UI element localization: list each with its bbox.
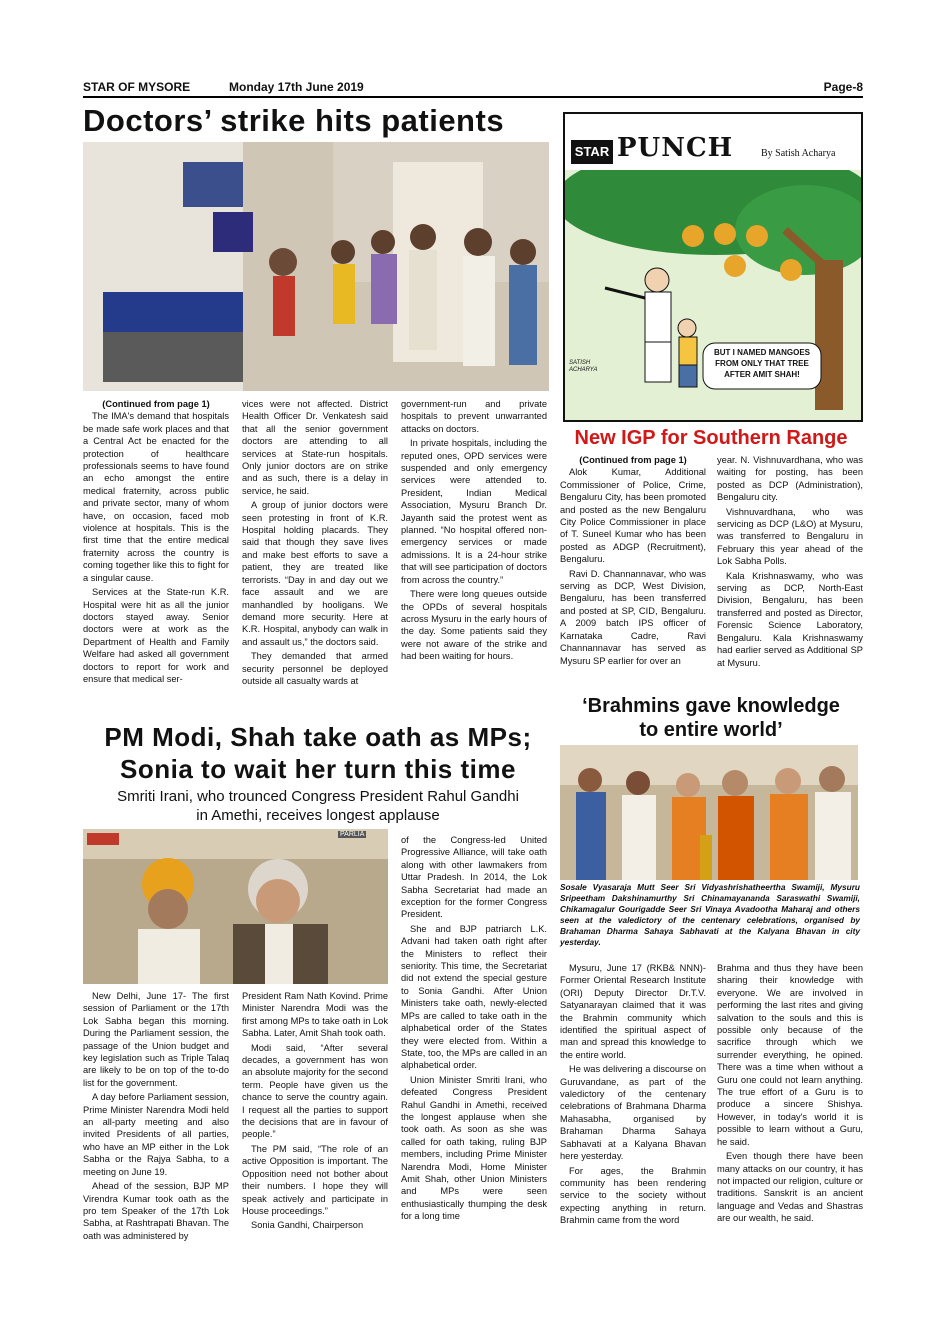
modi-column-2: [242, 990, 388, 1234]
cartoon-brand-star: STAR: [571, 140, 613, 164]
paragraph: The IMA's demand that hospitals be made safe work places and that a Central Act be enacted for the protection of healthcare professionals seems to have found an echo amongst the entire medical fraternity, across public and private sector, many of whom have, on occasion, faced mob violence at hospitals. This is the first time that the entire medical fraternity across the country is coming together like this to fight for a singular cause.: [83, 411, 229, 583]
paragraph: Union Minister Smriti Irani, who defeated Congress President Rahul Gandhi in Amethi, received the longest applause when she took oath. As soon as she was called for oath taking, ruling BJP members, including Prime Minister Narendra Modi, Home Minister Amit Shah, other Union Ministers and MPs were seen enthusiastically thumping the desk for a long time: [401, 1074, 547, 1222]
doctors-column-3: [401, 398, 547, 665]
ceremony-photo-illustration: [560, 745, 858, 880]
paragraph: Brahma and thus they have been sharing their knowledge with everyone. We are involved in performing the last rites and giving salvation to the souls and this is possible only because of the sacrifice through which we surrender everything, he opined. There was a time when without a Guru one could not learn anything. The true effort of a Guru is to produce a sincere Shishya. However, in today's world it is possible to learn without a Guru, he said.: [717, 963, 863, 1147]
paragraph: Ravi D. Channannavar, who was serving as DCP, West Division, Bengaluru, has been transferred and posted at SP, CID, Bengaluru. A 2009 batch IPS officer of Karnataka Cadre, Ravi Channannavar has served as Mysuru SP earlier for over an: [560, 568, 706, 666]
doctors-column-1: [83, 398, 229, 687]
modi-column-1: [83, 990, 229, 1244]
paragraph: Ahead of the session, BJP MP Virendra Kumar took oath as the pro tem Speaker of the 17th Lok Sabha, at Rashtrapati Bhavan. The oath was administered by: [83, 1181, 229, 1241]
paper-name: STAR OF MYSORE: [83, 80, 191, 94]
paragraph: Vishnuvardhana, who was servicing as DCP (L&O) at Mysuru, was transferred to Bengaluru in February this year ahead of the Lok Sabha Polls.: [717, 506, 863, 567]
igp-column-1: [560, 454, 706, 669]
page-number: Page-8: [823, 80, 863, 94]
modi-headline-line-2: Sonia to wait her turn this time: [120, 754, 516, 784]
continued-note: (Continued from page 1): [102, 399, 210, 409]
paragraph: A day before Parliament session, Prime Minister Narendra Modi held an all-party meeting and also invited Presidents of all parties, who have an MP either in the Lok Sabha or the Rajya Sabha, to a meeting on June 19.: [83, 1092, 229, 1177]
brahmins-column-1: [560, 962, 706, 1229]
cartoon-signature: SATISH ACHARYA: [569, 360, 598, 373]
igp-column-2: [717, 454, 863, 671]
paragraph: Even though there have been many attacks on our country, it has not impacted our religion, culture or traditions. Sanskrit is an ancient language and Vedas and Shastras are our wealth, he said.: [717, 1151, 863, 1224]
masthead: [83, 78, 863, 98]
parliament-photo: [83, 829, 388, 984]
brahmins-headline-line-1: ‘Brahmins gave knowledge: [582, 695, 840, 717]
paragraph: There were long queues outside the OPDs of several hospitals across Mysuru in the early hours of the day. Some patients said they were not aware of the strike and had been waiting for hours.: [401, 589, 547, 662]
paragraph: year. N. Vishnuvardhana, who was waiting for posting, has been posted as DCP (Administration), Bengaluru city.: [717, 455, 863, 503]
paragraph: She and BJP patriarch L.K. Advani had taken oath right after the Ministers to reflect their seniority. This time, the Secretariat did not extend the special gesture to Sonia Gandhi. After Union Ministers take oath, newly-elected MPs are called to take oath in the alphabetical order of the States they were elected from. Within a State, too, the MPs are called in an alphabetical order.: [401, 923, 547, 1071]
paragraph: They demanded that armed security personnel be deployed outside all casualty wards at: [242, 651, 388, 686]
paragraph: A group of junior doctors were seen protesting in front of K.R. Hospital holding placards. They said that though they save lives and make best efforts to save a patient, they are treated like terrorists. “Day in and day out we face assault and we are manhandled by hooligans. We demand more security. Here at K.R. Hospital, anybody can walk in and assault us,” the doctors said.: [242, 500, 388, 647]
hospital-photo: [83, 142, 549, 391]
ceremony-photo: [560, 745, 858, 880]
paragraph: In private hospitals, including the reputed ones, OPD services were suspended and only emergency services were attended to. President, Indian Medical Association, Mysuru Branch Dr. Jayanth said the protest went as planned. “No hospital offered non-emergency services or made admissions. It is a 24-hour strike that will see participation of doctors from across the country.”: [401, 438, 547, 585]
ceremony-caption: Sosale Vyasaraja Mutt Seer Sri Vidyashrishatheertha Swamiji, Mysuru Sripeetham Dakshinamurthy Sri Chinamayananda Saraswathi Swamiji, Chikamagalur Gourigadde Seer Sri Vinaya Avadootha Maharaj and others seen at the valedictory of the centenary celebrations, organised by Brahaman Dharma Sahaya Sabhavati at the Kalyana Bhavan in city yesterday.: [560, 882, 860, 947]
brahmins-headline-line-2: to entire world’: [639, 719, 783, 741]
brahmins-column-2: [717, 962, 863, 1227]
cartoon-byline: By Satish Acharya: [761, 148, 836, 159]
paragraph: He was delivering a discourse on Guruvandane, as part of the valedictory of the centenary celebrations of Brahmana Dharma Mahasabha, organised by Brahaman Dharma Sahaya Sabhavati at a Kalyana Bhavan here yesterday.: [560, 1064, 706, 1162]
cartoon-illustration: [565, 170, 861, 420]
modi-column-3: [401, 834, 547, 1225]
modi-headline-line-1: PM Modi, Shah take oath as MPs;: [104, 722, 532, 752]
paragraph: government-run and private hospitals to prevent unwarranted attacks on doctors.: [401, 399, 547, 434]
paragraph: For ages, the Brahmin community has been rendering service to the society without expecting anything in return. Brahmin came from the word: [560, 1165, 706, 1226]
paragraph: Services at the State-run K.R. Hospital were hit as all the junior doctors stayed away. Senior doctors were at work as the Department of Health and Family Welfare had asked all government doctors to report for work and ensure that medical ser-: [83, 587, 229, 684]
tv-channel-label: PARLIA: [340, 831, 365, 838]
paragraph: of the Congress-led United Progressive Alliance, will take oath along with other lawmakers from Uttar Pradesh. In 2014, the Lok Sabha Secretariat had made an exception for the former Congress President.: [401, 835, 547, 920]
igp-headline: New IGP for Southern Range: [574, 427, 848, 449]
paragraph: Sonia Gandhi, Chairperson: [251, 1220, 364, 1231]
modi-subheadline-line-2: in Amethi, receives longest applause: [196, 807, 440, 824]
parliament-photo-illustration: [83, 829, 388, 984]
hospital-photo-illustration: [83, 142, 549, 391]
cartoon-brand-punch: PUNCH: [617, 133, 734, 163]
paragraph: Alok Kumar, Additional Commissioner of Police, Crime, Bengaluru City, has been promoted and posted as the new Bengaluru City Police Commissioner in place of T. Suneel Kumar who has been posted as ADGP (Recruitment), Bengaluru.: [560, 467, 706, 565]
cartoon-speech-bubble: BUT I NAMED MANGOES FROM ONLY THAT TREE AFTER AMIT SHAH!: [714, 348, 810, 379]
doctors-headline: Doctors’ strike hits patients: [83, 103, 505, 138]
paragraph: The PM said, “The role of an active Opposition is important. The Opposition need not bother about their numbers. I hope they will speak actively and participate in House proceedings.”: [242, 1143, 388, 1216]
modi-subheadline-line-1: Smriti Irani, who trounced Congress President Rahul Gandhi: [117, 788, 519, 805]
doctors-column-2: [242, 398, 388, 689]
issue-date: Monday 17th June 2019: [229, 80, 364, 94]
star-punch-cartoon: [563, 112, 863, 422]
paragraph: New Delhi, June 17- The first session of Parliament or the 17th Lok Sabha began this morning. During the Parliament session, the passage of the Union budget and key legislation such as Triple Talaq are likely to be on top of the to-do list for the government.: [83, 991, 229, 1088]
paragraph: Modi said, “After several decades, a government has won an absolute majority for the second term. People have given us the chance to serve the country again. I request all the parties to support the decisions that are in favour of people.”: [242, 1042, 388, 1140]
paragraph: vices were not affected. District Health Officer Dr. Venkatesh said that all the senior government doctors are attending to all services at State-run hospitals. Only junior doctors are on strike and as such, there is a delay in service, he said.: [242, 399, 388, 496]
paragraph: President Ram Nath Kovind. Prime Minister Narendra Modi was the first among MPs to take oath in Lok Sabha. Later, Amit Shah took oath.: [242, 991, 388, 1039]
paragraph: Kala Krishnaswamy, who was serving as DCP, North-East Division, Bengaluru, has been transferred and posted as Director, Forensic Science Laboratory, Bengaluru. Kala Krishnaswamy had earlier served as Additional SP at Mysuru.: [717, 570, 863, 668]
continued-note: (Continued from page 1): [579, 455, 687, 465]
paragraph: Mysuru, June 17 (RKB& NNN)- Former Oriental Research Institute (ORI) Deputy Director Dr.T.V. Satyanarayan claimed that it was the Brahmin community which identified the spiritual aspect of man and spread this knowledge to the entire world.: [560, 963, 706, 1060]
